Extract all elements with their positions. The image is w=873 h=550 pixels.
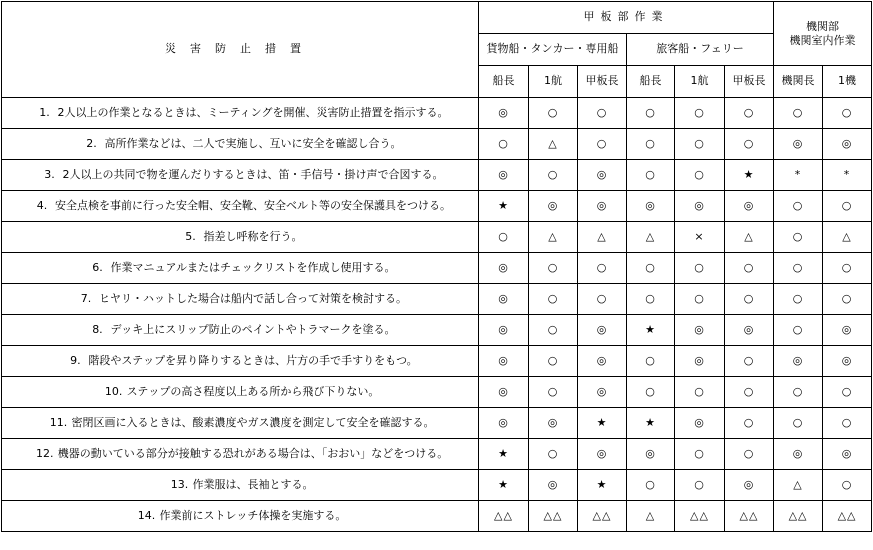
rating-cell: ◎ [479, 98, 529, 129]
role-header: 1機 [823, 66, 872, 98]
rating-cell: ◎ [823, 129, 872, 160]
rating-cell: ★ [725, 160, 774, 191]
rating-cell: ○ [675, 98, 725, 129]
measure-cell [2, 253, 479, 284]
rating-cell: ○ [823, 470, 872, 501]
rating-cell: ○ [578, 98, 627, 129]
rating-cell: ◎ [479, 377, 529, 408]
measure-text: 安全点検を事前に行った安全帽、安全靴、安全ベルト等の安全保護具をつける。 [55, 198, 451, 212]
rating-cell: ○ [675, 160, 725, 191]
measure-column-header: 災害防止措置 [2, 2, 479, 98]
rating-cell: △ [627, 501, 675, 532]
measure-cell [2, 408, 479, 439]
rating-cell: ◎ [774, 346, 823, 377]
rating-cell: △ [529, 222, 578, 253]
rating-cell: ○ [725, 98, 774, 129]
rating-cell: ○ [725, 129, 774, 160]
row-number: 7. [80, 291, 92, 305]
measure-cell [2, 191, 479, 222]
table-row [2, 191, 872, 222]
table-row [2, 470, 872, 501]
rating-cell: ○ [725, 377, 774, 408]
table-row [2, 98, 872, 129]
rating-cell: ◎ [529, 191, 578, 222]
rating-cell: ○ [529, 377, 578, 408]
rating-cell: △△ [675, 501, 725, 532]
role-header: 機関長 [774, 66, 823, 98]
rating-cell: ○ [725, 408, 774, 439]
rating-cell: ★ [479, 470, 529, 501]
row-number: 8. [92, 322, 103, 336]
rating-cell: ○ [578, 253, 627, 284]
measure-cell [2, 470, 479, 501]
row-number: 3. [44, 167, 55, 181]
measure-cell [2, 160, 479, 191]
measure-text: 作業前にストレッチ体操を実施する。 [159, 508, 347, 522]
rating-cell: △ [627, 222, 675, 253]
rating-cell: ◎ [725, 470, 774, 501]
rating-cell: △△ [479, 501, 529, 532]
measure-text: 密閉区画に入るときは、酸素濃度やガス濃度を測定して安全を確認する。 [71, 415, 435, 429]
rating-cell: △ [529, 129, 578, 160]
rating-cell: △△ [578, 501, 627, 532]
rating-cell: ○ [774, 315, 823, 346]
rating-cell: ◎ [823, 315, 872, 346]
rating-cell: ★ [578, 470, 627, 501]
rating-cell: ○ [774, 408, 823, 439]
rating-cell: ○ [675, 377, 725, 408]
rating-cell: ○ [725, 346, 774, 377]
rating-cell: △ [823, 222, 872, 253]
rating-cell: ○ [529, 253, 578, 284]
measure-cell [2, 222, 479, 253]
measure-text: 作業服は、長袖とする。 [192, 477, 314, 491]
row-number: 11. [49, 415, 68, 429]
rating-cell: ○ [725, 253, 774, 284]
rating-cell: ○ [823, 408, 872, 439]
rating-cell: ○ [627, 284, 675, 315]
rating-cell: ○ [627, 253, 675, 284]
rating-cell: ○ [823, 98, 872, 129]
rating-cell: ◎ [774, 129, 823, 160]
rating-cell: ◎ [529, 470, 578, 501]
rating-cell: ★ [479, 439, 529, 470]
role-header: 1航 [529, 66, 578, 98]
rating-cell: ○ [578, 284, 627, 315]
rating-cell: ○ [774, 253, 823, 284]
measure-text: 2人以上の作業となるときは、ミーティングを開催、災害防止措置を指示する。 [57, 105, 449, 119]
rating-cell: ○ [774, 222, 823, 253]
rating-cell: △ [725, 222, 774, 253]
rating-cell: ○ [627, 129, 675, 160]
role-header: 甲板長 [578, 66, 627, 98]
table-row [2, 377, 872, 408]
row-number: 10. [104, 384, 123, 398]
measure-text: 機器の動いている部分が接触する恐れがある場合は、「おおい」などをつける。 [57, 446, 449, 460]
rating-cell: ○ [529, 98, 578, 129]
rating-cell: ◎ [479, 315, 529, 346]
rating-cell: △△ [774, 501, 823, 532]
role-header: 船長 [479, 66, 529, 98]
rating-cell: ○ [529, 284, 578, 315]
row-number: 6. [92, 260, 103, 274]
measure-text: 階段やステップを昇り降りするときは、片方の手で手すりをもつ。 [88, 353, 418, 367]
measure-text: 高所作業などは、二人で実施し、互いに安全を確認し合う。 [104, 136, 402, 150]
row-number: 14. [137, 508, 156, 522]
rating-cell: ○ [725, 439, 774, 470]
rating-cell: ○ [774, 377, 823, 408]
rating-cell: △△ [725, 501, 774, 532]
rating-cell: ◎ [578, 160, 627, 191]
table-row [2, 315, 872, 346]
rating-cell: ◎ [578, 439, 627, 470]
row-number: 13. [170, 477, 189, 491]
safety-measures-table [1, 1, 872, 532]
measure-cell [2, 346, 479, 377]
table-row [2, 222, 872, 253]
rating-cell: △ [774, 470, 823, 501]
row-number: 2. [86, 136, 97, 150]
role-header: 甲板長 [725, 66, 774, 98]
row-number: 4. [36, 198, 48, 212]
rating-cell: ○ [725, 284, 774, 315]
rating-cell: ○ [627, 470, 675, 501]
rating-cell: ○ [675, 253, 725, 284]
rating-cell: ○ [823, 284, 872, 315]
measure-text: 指差し呼称を行う。 [203, 229, 303, 243]
rating-cell: * [774, 160, 823, 191]
rating-cell: ★ [627, 408, 675, 439]
engine-department-header [774, 2, 872, 66]
rating-cell: * [823, 160, 872, 191]
rating-cell: ◎ [823, 439, 872, 470]
rating-cell: △△ [529, 501, 578, 532]
rating-cell: ○ [578, 129, 627, 160]
engine-room-work-label: 機関室内作業 [789, 33, 856, 47]
rating-cell: ○ [675, 129, 725, 160]
rating-cell: ◎ [627, 191, 675, 222]
rating-cell: ◎ [627, 439, 675, 470]
measure-cell [2, 284, 479, 315]
passenger-ship-subheader: 旅客船・フェリー [627, 34, 774, 66]
rating-cell: ○ [823, 253, 872, 284]
measure-cell [2, 439, 479, 470]
table-row [2, 160, 872, 191]
rating-cell: ◎ [578, 377, 627, 408]
table-row [2, 408, 872, 439]
table-row [2, 129, 872, 160]
rating-cell: ◎ [675, 191, 725, 222]
row-number: 12. [36, 446, 54, 460]
rating-cell: ★ [627, 315, 675, 346]
rating-cell: ◎ [578, 315, 627, 346]
rating-cell: ○ [529, 346, 578, 377]
engine-department-label: 機関部 [806, 19, 840, 33]
rating-cell: ◎ [479, 160, 529, 191]
row-number: 1. [39, 105, 50, 119]
rating-cell: ◎ [725, 191, 774, 222]
rating-cell: ◎ [578, 191, 627, 222]
rating-cell: ◎ [529, 408, 578, 439]
rating-cell: ◎ [675, 408, 725, 439]
rating-cell: ◎ [479, 346, 529, 377]
role-header: 1航 [675, 66, 725, 98]
measure-text: 作業マニュアルまたはチェックリストを作成し使用する。 [110, 260, 396, 274]
table-row [2, 253, 872, 284]
rating-cell: ★ [479, 191, 529, 222]
rating-cell: ◎ [675, 315, 725, 346]
table-row [2, 501, 872, 532]
table-row [2, 439, 872, 470]
cargo-ship-subheader: 貨物船・タンカー・専用船 [479, 34, 627, 66]
row-number: 5. [185, 229, 196, 243]
deck-department-header: 甲板部作業 [479, 2, 774, 34]
measure-text: 2人以上の共同で物を運んだりするときは、笛・手信号・掛け声で合図する。 [62, 167, 444, 181]
measure-cell [2, 129, 479, 160]
rating-cell: ○ [675, 439, 725, 470]
role-header: 船長 [627, 66, 675, 98]
rating-cell: ○ [529, 160, 578, 191]
rating-cell: ○ [675, 470, 725, 501]
rating-cell: ○ [479, 129, 529, 160]
table-row [2, 346, 872, 377]
row-number: 9. [70, 353, 81, 367]
rating-cell: ◎ [774, 439, 823, 470]
rating-cell: △ [578, 222, 627, 253]
rating-cell: △△ [823, 501, 872, 532]
rating-cell: ◎ [675, 346, 725, 377]
measure-cell [2, 377, 479, 408]
rating-cell: ◎ [479, 253, 529, 284]
measure-text: ヒヤリ・ハットした場合は船内で話し合って対策を検討する。 [99, 291, 407, 305]
rating-cell: ◎ [823, 346, 872, 377]
rating-cell: ○ [479, 222, 529, 253]
measure-cell [2, 501, 479, 532]
rating-cell: ○ [627, 160, 675, 191]
rating-cell: ◎ [578, 346, 627, 377]
rating-cell: ★ [578, 408, 627, 439]
rating-cell: ○ [627, 346, 675, 377]
rating-cell: ◎ [479, 408, 529, 439]
rating-cell: ○ [675, 284, 725, 315]
rating-cell: ○ [823, 377, 872, 408]
rating-cell: ○ [529, 439, 578, 470]
rating-cell: ◎ [479, 284, 529, 315]
rating-cell: ○ [627, 377, 675, 408]
rating-cell: ○ [627, 98, 675, 129]
measure-cell [2, 98, 479, 129]
table-row [2, 284, 872, 315]
rating-cell: ○ [774, 98, 823, 129]
rating-cell: × [675, 222, 725, 253]
rating-cell: ○ [774, 191, 823, 222]
rating-cell: ○ [774, 284, 823, 315]
measure-text: デッキ上にスリップ防止のペイントやトラマークを塗る。 [110, 322, 396, 336]
measure-text: ステップの高さ程度以上ある所から飛び下りない。 [126, 384, 380, 398]
rating-cell: ○ [529, 315, 578, 346]
rating-cell: ◎ [725, 315, 774, 346]
measure-cell [2, 315, 479, 346]
rating-cell: ○ [823, 191, 872, 222]
